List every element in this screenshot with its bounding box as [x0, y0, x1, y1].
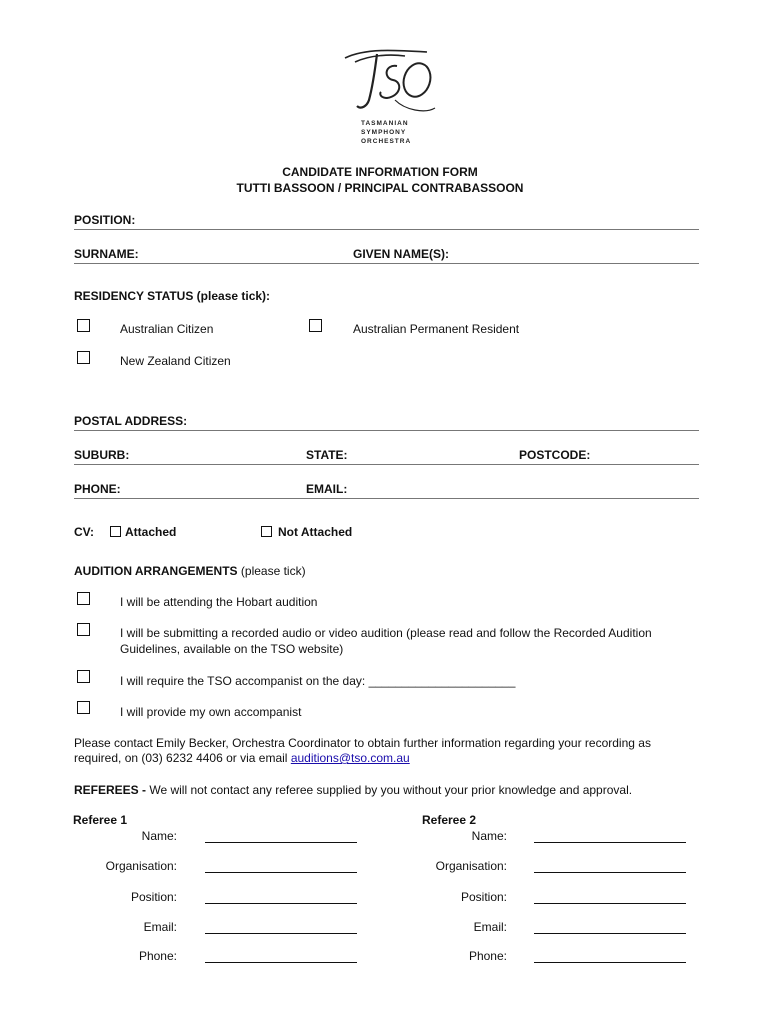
recorded-audition-label-2: Guidelines, available on the TSO website) — [120, 642, 344, 656]
permanent-resident-label: Australian Permanent Resident — [353, 322, 520, 336]
referee-2-name-label: Name: — [471, 829, 507, 843]
referee-1-position-label: Position: — [130, 890, 177, 904]
referee-2-email-field[interactable] — [534, 933, 686, 934]
given-names-label: GIVEN NAME(S): — [353, 247, 449, 261]
postcode-label: POSTCODE: — [519, 448, 591, 462]
checkbox-cv-attached[interactable] — [110, 526, 121, 537]
checkbox-nz-citizen[interactable] — [77, 351, 90, 364]
audition-heading-rest: (please tick) — [240, 564, 306, 578]
email-label: EMAIL: — [306, 482, 348, 496]
referee-2-title: Referee 2 — [422, 813, 477, 827]
nz-citizen-label: New Zealand Citizen — [120, 354, 231, 368]
own-accompanist-label: I will provide my own accompanist — [120, 705, 302, 719]
cv-attached-label: Attached — [125, 525, 177, 539]
cv-label: CV: — [74, 525, 95, 539]
state-label: STATE: — [306, 448, 348, 462]
referee-2-email-label: Email: — [473, 920, 507, 934]
referees-heading-bold: REFEREES - — [74, 783, 147, 797]
tso-accompanist-label: I will require the TSO accompanist on the day: ______________________ — [120, 674, 516, 688]
referees-heading — [74, 783, 632, 797]
contact-line-2 — [74, 751, 410, 765]
form-title: CANDIDATE INFORMATION FORM — [282, 165, 478, 179]
phone-label: PHONE: — [74, 482, 121, 496]
referee-2-phone-label: Phone: — [468, 949, 507, 963]
referee-1-name-field[interactable] — [205, 842, 357, 843]
tso-monogram-icon — [335, 40, 445, 118]
referee-1-organisation-field[interactable] — [205, 872, 357, 873]
checkbox-cv-not-attached[interactable] — [261, 526, 272, 537]
logo-line-1: TASMANIAN — [361, 120, 409, 127]
recorded-audition-label-1: I will be submitting a recorded audio or video audition (please read and follow the Recorded Audition — [120, 626, 652, 640]
logo-line-2: SYMPHONY — [361, 129, 407, 136]
form-subtitle: TUTTI BASSOON / PRINCIPAL CONTRABASSOON — [236, 181, 524, 195]
suburb-label: SUBURB: — [74, 448, 130, 462]
referee-1-phone-field[interactable] — [205, 962, 357, 963]
referee-1-phone-label: Phone: — [138, 949, 177, 963]
referee-2-name-field[interactable] — [534, 842, 686, 843]
checkbox-australian-citizen[interactable] — [77, 319, 90, 332]
logo-line-3: ORCHESTRA — [361, 138, 412, 145]
surname-label: SURNAME: — [74, 247, 139, 261]
referee-1-email-field[interactable] — [205, 933, 357, 934]
position-label: POSITION: — [74, 213, 136, 227]
residency-heading: RESIDENCY STATUS (please tick): — [74, 289, 271, 303]
referee-2-phone-field[interactable] — [534, 962, 686, 963]
audition-heading-bold: AUDITION ARRANGEMENTS — [74, 564, 238, 578]
logo-name — [361, 119, 411, 146]
postal-address-field[interactable] — [74, 430, 699, 431]
referee-2-position-label: Position: — [460, 890, 507, 904]
contact-line-1: Please contact Emily Becker, Orchestra Coordinator to obtain further information regarding your recording as — [74, 736, 651, 750]
checkbox-permanent-resident[interactable] — [309, 319, 322, 332]
australian-citizen-label: Australian Citizen — [120, 322, 214, 336]
referee-2-organisation-label: Organisation: — [435, 859, 507, 873]
audition-heading — [74, 564, 306, 578]
referee-2-organisation-field[interactable] — [534, 872, 686, 873]
checkbox-own-accompanist[interactable] — [77, 701, 90, 714]
referee-2-position-field[interactable] — [534, 903, 686, 904]
name-field-line[interactable] — [74, 263, 699, 264]
referee-1-position-field[interactable] — [205, 903, 357, 904]
referee-1-email-label: Email: — [143, 920, 177, 934]
checkbox-recorded-audition[interactable] — [77, 623, 90, 636]
hobart-audition-label: I will be attending the Hobart audition — [120, 595, 318, 609]
auditions-email-link[interactable]: auditions@tso.com.au — [290, 751, 410, 765]
postal-address-label: POSTAL ADDRESS: — [74, 414, 188, 428]
suburb-field-line[interactable] — [74, 464, 699, 465]
referee-1-organisation-label: Organisation: — [105, 859, 177, 873]
checkbox-tso-accompanist[interactable] — [77, 670, 90, 683]
checkbox-hobart-audition[interactable] — [77, 592, 90, 605]
referee-1-name-label: Name: — [141, 829, 177, 843]
tso-logo — [335, 40, 445, 150]
referees-heading-rest: We will not contact any referee supplied by you without your prior knowledge and approval. — [149, 783, 633, 797]
phone-field-line[interactable] — [74, 498, 699, 499]
cv-not-attached-label: Not Attached — [278, 525, 353, 539]
referee-1-title: Referee 1 — [73, 813, 128, 827]
contact-line-2-prefix: required, on (03) 6232 4406 or via email — [74, 751, 288, 765]
position-field[interactable] — [74, 229, 699, 230]
